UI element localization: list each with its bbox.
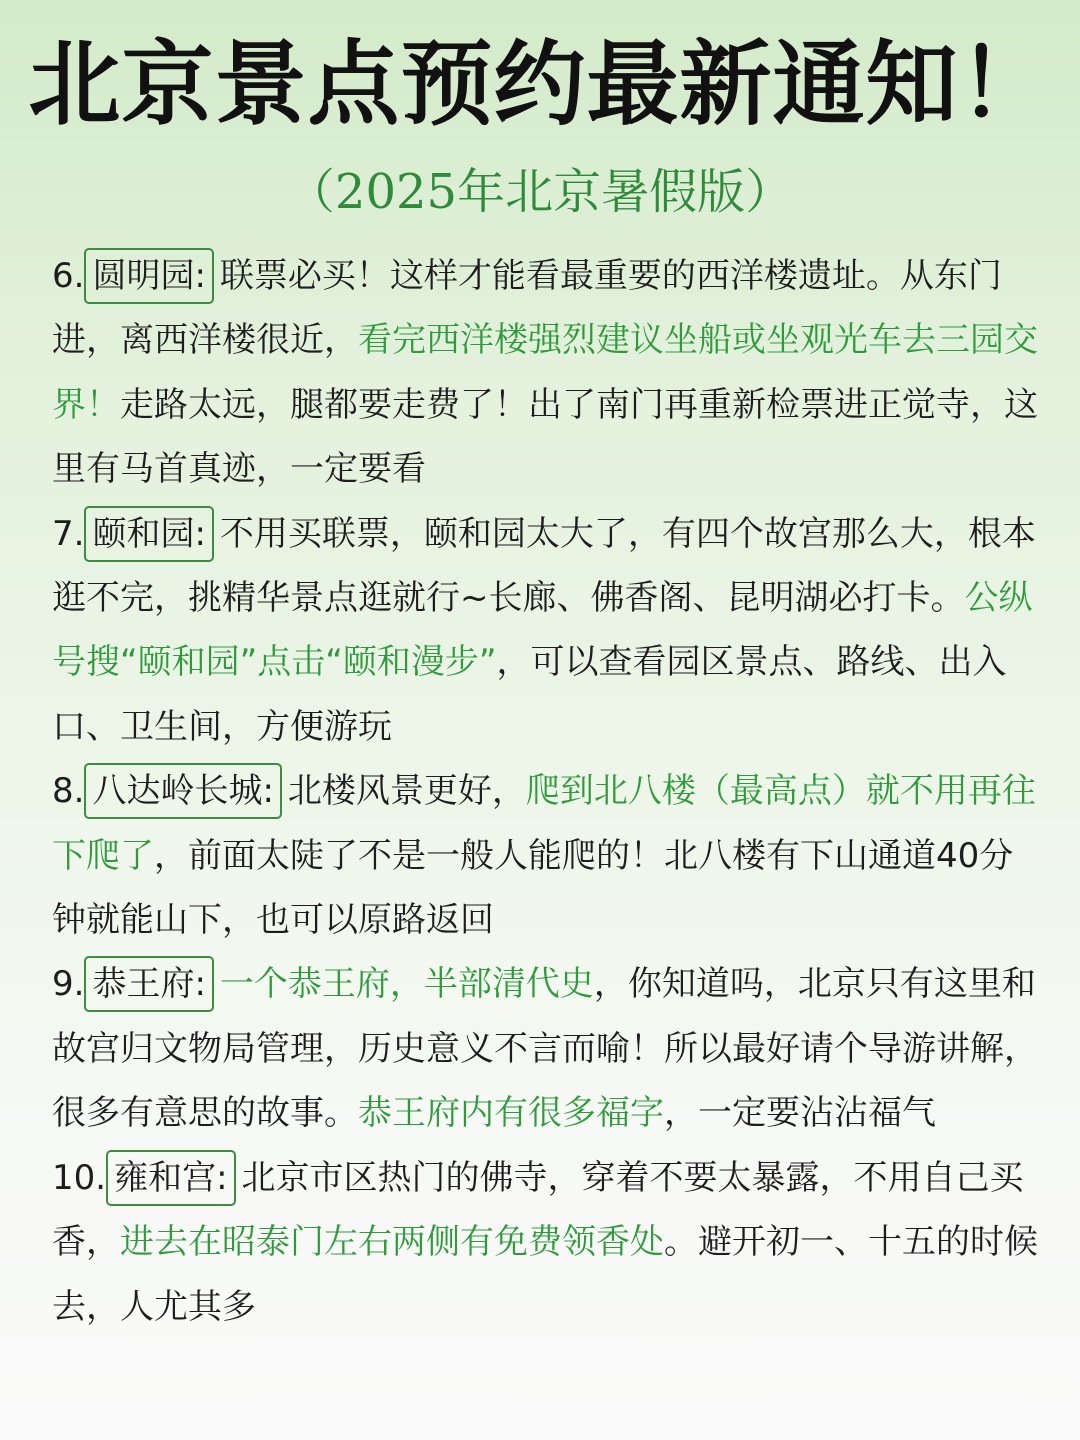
- item-number: 8.: [52, 771, 85, 812]
- list-item: [52, 952, 1042, 1145]
- item-text: ，一定要沾沾福气: [664, 1093, 936, 1134]
- item-highlight: 进去在昭泰门左右两侧有免费领香处: [120, 1222, 664, 1263]
- item-highlight: 恭王府内有很多福字: [358, 1093, 664, 1134]
- spot-tag: 恭王府:: [84, 956, 213, 1012]
- list-item: [52, 244, 1042, 502]
- item-text: 走路太远，腿都要走费了！出了南门再重新检票进正觉寺，这里有马首真迹，一定要看: [52, 384, 1038, 490]
- item-text: 。避开初一、十五的时候去，人尤其多: [52, 1222, 1038, 1327]
- item-text: 北京市区热门的佛寺，穿着不要太暴露，不用自己买香，: [52, 1157, 1024, 1263]
- spot-tag: 雍和宫:: [106, 1150, 235, 1206]
- item-number: 10.: [52, 1157, 107, 1198]
- spot-tag: 圆明园:: [84, 248, 213, 304]
- list-item: [52, 1146, 1042, 1339]
- item-highlight: 一个恭王府，半部清代史: [219, 964, 594, 1005]
- page-subtitle: （2025年北京暑假版）: [286, 164, 794, 220]
- item-text: 不用买联票，颐和园太大了，有四个故宫那么大，根本逛不完，挑精华景点逛就行~长廊、佛香阁、昆明湖必打卡。: [52, 513, 1036, 619]
- item-text: ，前面太陡了不是一般人能爬的！北八楼有下山通道40分钟就能山下，也可以原路返回: [52, 835, 1014, 941]
- item-text: ，你知道吗，北京只有这里和故宫归文物局管理，历史意义不言而喻！所以最好请个导游讲解，很多有意思的故事。: [52, 964, 1038, 1134]
- list-item: [52, 502, 1042, 760]
- item-highlight: 公纵号搜“颐和园”点击“颐和漫步”: [52, 578, 1033, 683]
- spot-tag: 八达岭长城:: [84, 763, 281, 819]
- page-title: 北京景点预约最新通知！: [28, 31, 1052, 138]
- item-text: 联票必买！这样才能看最重要的西洋楼遗址。从东门进，离西洋楼很近，: [52, 256, 1002, 361]
- content: [52, 244, 1042, 1339]
- spot-tag: 颐和园:: [84, 506, 213, 562]
- item-text: 北楼风景更好，: [287, 771, 526, 812]
- item-highlight: 爬到北八楼（最高点）就不用再往下爬了: [52, 771, 1036, 876]
- item-number: 9.: [52, 964, 85, 1005]
- list-item: [52, 759, 1042, 952]
- item-text: ，可以查看园区景点、路线、出入口、卫生间，方便游玩: [52, 642, 1007, 747]
- item-highlight: 看完西洋楼强烈建议坐船或坐观光车去三园交界！: [52, 320, 1038, 425]
- item-number: 6.: [52, 256, 85, 296]
- item-number: 7.: [52, 513, 85, 554]
